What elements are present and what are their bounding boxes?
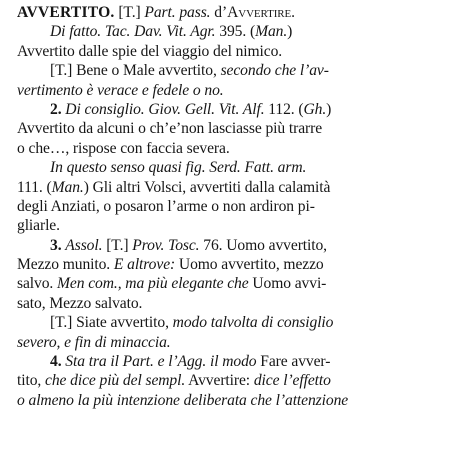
text-line — [17, 81, 462, 100]
text-segment: . — [291, 4, 295, 21]
text-segment: 395. ( — [215, 23, 256, 41]
sense-number: 4. — [50, 353, 66, 371]
text-segment: Uomo avvertito, mezzo — [175, 256, 324, 274]
italic-segment: Di fatto. Tac. Dav. Vit. Agr. — [50, 23, 216, 41]
italic-segment: vertimento è verace e fedele o no. — [17, 81, 224, 99]
italic-segment: Assol. — [65, 236, 103, 254]
text-segment: ] — [123, 236, 133, 254]
text-segment: [ — [50, 62, 56, 80]
text-line — [17, 216, 462, 235]
text-segment: gliarle. — [17, 217, 60, 235]
italic-segment: o almeno la più intenzione deliberata che l’attenzione — [17, 391, 349, 409]
italic-segment: secondo che l’av- — [220, 62, 329, 80]
sense-number: 2. — [50, 100, 66, 118]
text-segment: [ — [114, 4, 124, 21]
italic-segment: Prov. Tosc. — [132, 236, 200, 254]
text-line — [17, 391, 462, 410]
text-line — [17, 333, 462, 352]
text-line — [17, 22, 462, 41]
text-segment: [ — [102, 236, 112, 254]
text-segment: T. — [111, 236, 124, 254]
text-segment: o che…, rispose con faccia severa. — [17, 139, 230, 157]
italic-segment: severo, e fin di minaccia. — [17, 333, 171, 351]
dictionary-entry-avvertito — [17, 3, 462, 410]
text-segment: Fare avver- — [256, 353, 331, 371]
italic-segment: Sta tra il Part. e l’Agg. il modo — [65, 353, 257, 371]
text-line — [17, 119, 462, 138]
text-segment: [ — [50, 314, 56, 332]
text-segment: 111. ( — [17, 178, 52, 196]
italic-segment: Part. pass. — [144, 4, 211, 21]
italic-segment: Di consiglio. Giov. Gell. Vit. Alf. — [65, 100, 265, 118]
text-segment: T. — [55, 314, 68, 332]
sense-number: 3. — [50, 236, 66, 254]
text-line — [17, 3, 462, 22]
italic-segment: Men com., ma più elegante che — [57, 275, 249, 293]
text-segment: Uomo avvi- — [248, 275, 327, 293]
text-segment: Mezzo munito. — [17, 256, 114, 274]
italic-segment: Man. — [255, 23, 288, 41]
text-segment: T. — [123, 4, 136, 21]
text-line — [17, 178, 462, 197]
italic-segment: dice l’effetto — [253, 372, 331, 390]
text-segment: ) — [326, 100, 332, 118]
text-line — [17, 100, 462, 119]
text-line — [17, 61, 462, 80]
text-segment: ] Bene o Male avvertito, — [67, 62, 221, 80]
text-segment: ] Siate avvertito, — [67, 314, 173, 332]
text-line — [17, 371, 462, 390]
headword: AVVERTITO. — [17, 4, 115, 21]
text-segment: ] — [135, 4, 145, 21]
italic-segment: che dice più del sempl. — [45, 372, 186, 390]
text-segment: degli Anziati, o posaron l’arme o non ardiron pi- — [17, 197, 315, 215]
text-line — [17, 274, 462, 293]
italic-segment: E altrove: — [113, 256, 176, 274]
text-line — [17, 294, 462, 313]
text-segment: Avvertito dalle spie del viaggio del nimico. — [17, 42, 283, 60]
italic-segment: Gh. — [303, 100, 327, 118]
text-segment: tito, — [17, 372, 45, 390]
text-segment: d’ — [210, 4, 228, 21]
text-segment: salvo. — [17, 275, 58, 293]
text-line — [17, 42, 462, 61]
text-segment: ) — [287, 23, 293, 41]
text-line — [17, 236, 462, 255]
text-line — [17, 313, 462, 332]
text-line — [17, 255, 462, 274]
text-segment: Avvertire: — [185, 372, 254, 390]
text-line — [17, 158, 462, 177]
italic-segment: In questo senso quasi fig. Serd. Fatt. arm. — [50, 159, 307, 177]
text-segment: 112. ( — [264, 100, 304, 118]
text-line — [17, 197, 462, 216]
italic-segment: Man. — [51, 178, 84, 196]
text-segment: sato, Mezzo salvato. — [17, 294, 143, 312]
text-segment: ) Gli altri Volsci, avvertiti dalla calamità — [83, 178, 331, 196]
text-segment: Avvertito da alcuni o ch’e’non lasciasse più trarre — [17, 120, 323, 138]
text-segment: Avvertire — [227, 4, 292, 21]
text-line — [17, 139, 462, 158]
text-segment: 76. Uomo avvertito, — [199, 236, 327, 254]
text-line — [17, 352, 462, 371]
italic-segment: modo talvolta di consiglio — [172, 314, 334, 332]
text-segment: T. — [55, 62, 68, 80]
